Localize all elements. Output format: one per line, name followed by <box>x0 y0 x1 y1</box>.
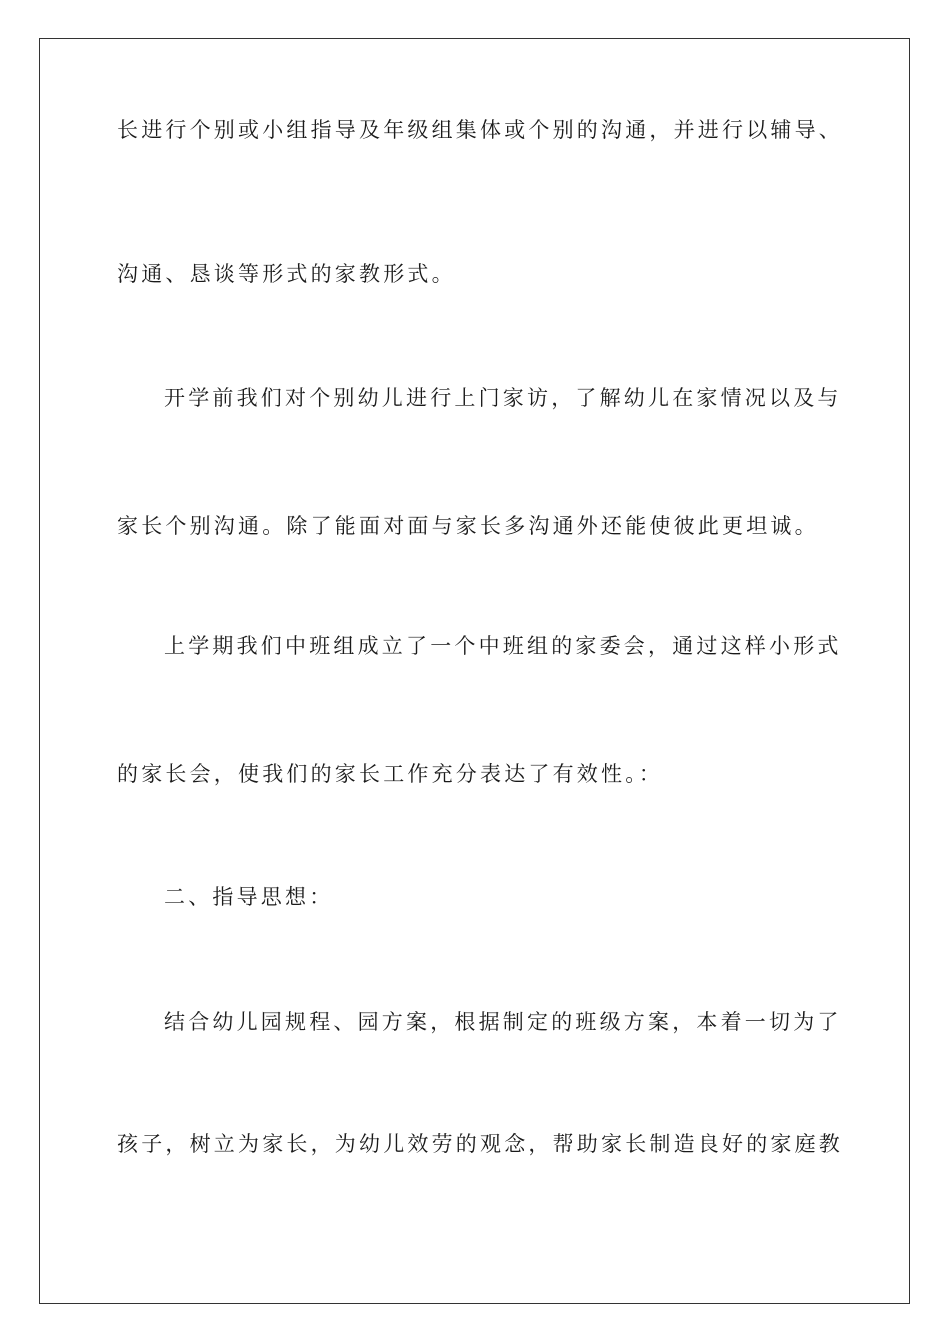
paragraph-first-line: 结合幼儿园规程、园方案，根据制定的班级方案，本着一切为了 <box>164 1010 842 1034</box>
text-line: 的家长会，使我们的家长工作充分表达了有效性。： <box>117 762 664 786</box>
text-line: 孩子，树立为家长，为幼儿效劳的观念，帮助家长制造良好的家庭教 <box>117 1132 843 1156</box>
text-line: 家长个别沟通。除了能面对面与家长多沟通外还能使彼此更坦诚。 <box>117 514 819 538</box>
page-border <box>39 38 910 1304</box>
text-line: 沟通、恳谈等形式的家教形式。 <box>117 262 456 286</box>
section-heading: 二、指导思想： <box>164 885 334 909</box>
paragraph-first-line: 开学前我们对个别幼儿进行上门家访，了解幼儿在家情况以及与 <box>164 386 842 410</box>
text-line: 长进行个别或小组指导及年级组集体或个别的沟通，并进行以辅导、 <box>117 118 843 142</box>
paragraph-first-line: 上学期我们中班组成立了一个中班组的家委会，通过这样小形式 <box>164 634 842 658</box>
